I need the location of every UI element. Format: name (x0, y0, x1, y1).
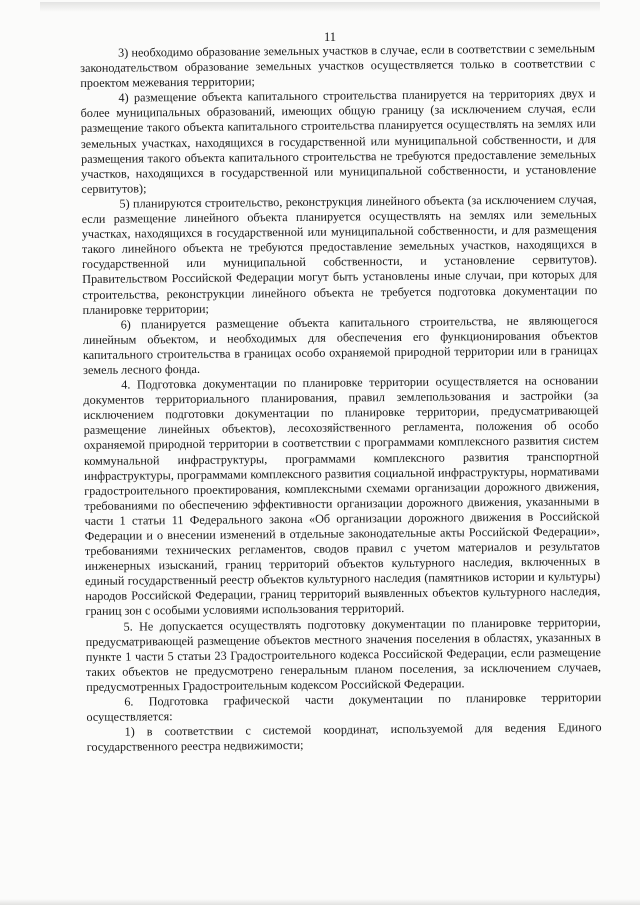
paragraph-item-3: 3) необходимо образование земельных участков в случае, если в соответствии с земельным законодательством образование земельных участков осуществляется только в соответствии с проектом межевания территории; (80, 41, 596, 91)
scan-shadow-top (40, 2, 600, 12)
document-body (80, 41, 602, 755)
paragraph-item-4: 4) размещение объекта капитального строительства планируется на территориях двух и более муниципальных образований, имеющих общую границу (за исключением случая, если размещение такого объекта капитального строительства планируется осуществлять на землях или земельных участках, находящихся в государственной или муниципальной собственности, и для размещения такого объекта капитального строительства не требуются предоставление земельных участков, находящихся в государственной или муниципальной собственности, и установление сервитутов); (80, 86, 597, 196)
paragraph-section-4: 4. Подготовка документации по планировке территории осуществляется на основании документов территориального планирования, правил землепользования и застройки (за исключением подготовки документации по планировке территории, предусматривающей размещение линейных объектов), лесохозяйственного регламента, положения об особо охраняемой природной территории в соответствии с программами комплексного развития систем коммунальной инфраструктуры, программами комплексного развития транспортной инфраструктуры, программами комплексного развития социальной инфраструктуры, нормативами градостроительного проектирования, комплексными схемами организации дорожного движения, требованиями по обеспечению эффективности организации дорожного движения, указанными в части 1 статьи 11 Федерального закона «Об организации дорожного движения в Российской Федерации и о внесении изменений в отдельные законодательные акты Российской Федерации», требованиями технических регламентов, сводов правил с учетом материалов и результатов инженерных изысканий, границ территорий объектов культурного наследия, включенных в единый государственный реестр объектов культурного наследия (памятников истории и культуры) народов Российской Федерации, границ территорий выявленных объектов культурного наследия, границ зон с особыми условиями использования территорий. (83, 373, 601, 619)
paragraph-item-6: 6) планируется размещение объекта капитального строительства, не являющегося линейным объектом, и необходимых для обеспечения его функционирования объектов капитального строительства в границах особо охраняемой природной территории или в границах земель лесного фонда. (82, 312, 599, 377)
paragraph-item-5: 5) планируются строительство, реконструкция линейного объекта (за исключением случая, если размещение линейного объекта планируется осуществлять на землях или земельных участках, находящихся в государственной или муниципальной собственности, и для размещения такого линейного объекта не требуются предоставление земельных участков, находящихся в государственной или муниципальной собственности, и установление сервитутов). Правительством Российской Федерации могут быть установлены иные случаи, при которых для строительства, реконструкции линейного объекта не требуется подготовка документации по планировке территории; (81, 191, 598, 317)
paragraph-subitem-1: 1) в соответствии с системой координат, используемой для ведения Единого государственного реестра недвижимости; (86, 720, 602, 755)
page-number: 11 (323, 30, 337, 44)
paragraph-section-5: 5. Не допускается осуществлять подготовку документации по планировке территории, предусматривающей размещение объектов местного значения поселения в областях, указанных в пункте 1 части 5 статьи 23 Градостроительного кодекса Российской Федерации, если размещение таких объектов не предусмотрено генеральным планом поселения, за исключением случаев, предусмотренных Градостроительным кодексом Российской Федерации. (85, 614, 602, 694)
paragraph-section-6: 6. Подготовка графической части документации по планировке территории осуществляется: (86, 690, 602, 725)
scan-shadow-bottom (0, 899, 640, 905)
